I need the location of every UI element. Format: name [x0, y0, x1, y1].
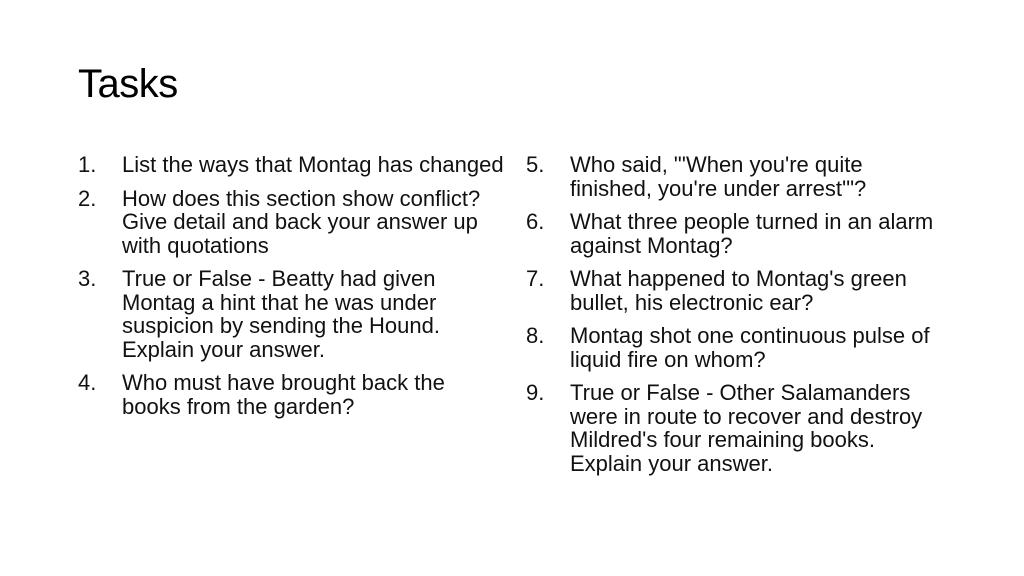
task-number: 6.: [526, 209, 545, 234]
task-item-2: [78, 187, 508, 258]
task-item-7: [526, 267, 946, 314]
task-text: How does this section show conflict? Give detail and back your answer up with quotations: [122, 185, 481, 258]
task-item-6: [526, 210, 946, 257]
task-list-right: [526, 153, 946, 485]
task-text: Who must have brought back the books from the garden?: [122, 370, 445, 419]
task-item-5: [526, 153, 946, 200]
task-item-8: [526, 324, 946, 371]
task-list-left: [78, 153, 508, 428]
slide-title: Tasks: [78, 62, 178, 106]
task-number: 5.: [526, 152, 545, 177]
task-number: 9.: [526, 380, 545, 405]
task-item-4: [78, 371, 508, 418]
task-item-3: [78, 267, 508, 361]
task-number: 8.: [526, 323, 545, 348]
task-text: List the ways that Montag has changed: [122, 152, 504, 177]
task-text: Montag shot one continuous pulse of liquid fire on whom?: [570, 323, 930, 372]
task-number: 3.: [78, 266, 97, 291]
task-number: 4.: [78, 370, 97, 395]
task-number: 2.: [78, 185, 97, 211]
task-text: Who said, "'When you're quite finished, you're under arrest'"?: [570, 152, 867, 201]
task-text: What three people turned in an alarm against Montag?: [570, 209, 934, 258]
task-text: True or False - Beatty had given Montag a hint that he was under suspicion by sending the Hound. Explain your answer.: [122, 266, 440, 362]
task-number: 1.: [78, 152, 97, 177]
task-text: True or False - Other Salamanders were in route to recover and destroy Mildred's four remaining books. Explain your answer.: [570, 380, 923, 476]
task-item-9: [526, 381, 946, 475]
task-number: 7.: [526, 266, 545, 291]
task-text: What happened to Montag's green bullet, his electronic ear?: [570, 266, 907, 315]
task-item-1: [78, 153, 508, 177]
